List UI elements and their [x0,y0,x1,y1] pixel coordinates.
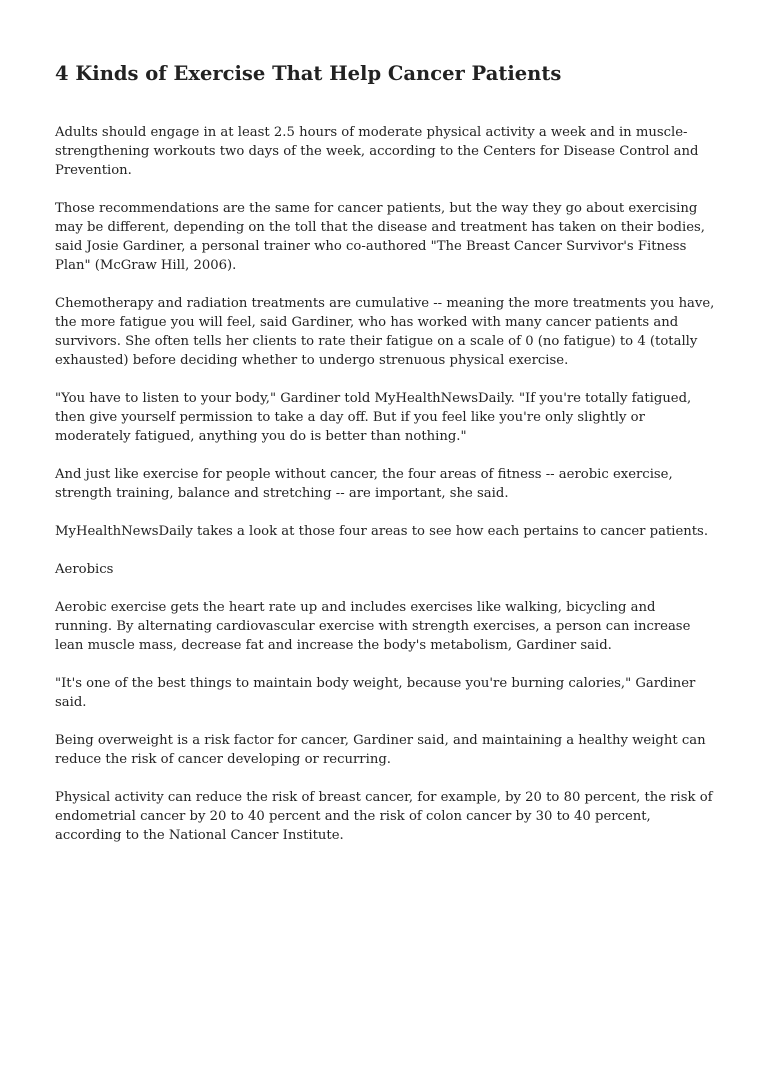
paragraph: And just like exercise for people without cancer, the four areas of fitness -- aerobic exercise, strength training, balance and stretching -- are important, she said. [55,467,673,501]
paragraph: Adults should engage in at least 2.5 hours of moderate physical activity a week and in muscle-strengthening workouts two days of the week, according to the Centers for Disease Control and Prevention. [55,125,699,178]
paragraph: Aerobic exercise gets the heart rate up and includes exercises like walking, bicycling and running. By alternating cardiovascular exercise with strength exercises, a person can increase lean muscle mass, decrease fat and increase the body's metabolism, Gardiner said. [55,600,691,653]
paragraph: Physical activity can reduce the risk of breast cancer, for example, by 20 to 80 percent, the risk of endometrial cancer by 20 to 40 percent and the risk of colon cancer by 30 to 40 percent, according to the National Cancer Institute. [55,790,713,843]
section-heading-aerobics: Aerobics [55,562,114,577]
document-page [55,62,715,864]
paragraph: MyHealthNewsDaily takes a look at those four areas to see how each pertains to cancer patients. [55,524,709,539]
paragraph: Being overweight is a risk factor for cancer, Gardiner said, and maintaining a healthy weight can reduce the risk of cancer developing or recurring. [55,733,706,767]
paragraph: "It's one of the best things to maintain body weight, because you're burning calories," Gardiner said. [55,676,696,710]
paragraph: Chemotherapy and radiation treatments are cumulative -- meaning the more treatments you have, the more fatigue you will feel, said Gardiner, who has worked with many cancer patients and survivors. She often tells her clients to rate their fatigue on a scale of 0 (no fatigue) to 4 (totally exhausted) before deciding whether to undergo strenuous physical exercise. [55,296,715,368]
paragraph: Those recommendations are the same for cancer patients, but the way they go about exercising may be different, depending on the toll that the disease and treatment has taken on their bodies, said Josie Gardiner, a personal trainer who co-authored "The Breast Cancer Survivor's Fitness Plan" (McGraw Hill, 2006). [55,201,705,273]
document-title: 4 Kinds of Exercise That Help Cancer Patients [55,62,562,85]
paragraph: "You have to listen to your body," Gardiner told MyHealthNewsDaily. "If you're totally fatigued, then give yourself permission to take a day off. But if you feel like you're only slightly or moderately fatigued, anything you do is better than nothing." [55,391,692,444]
